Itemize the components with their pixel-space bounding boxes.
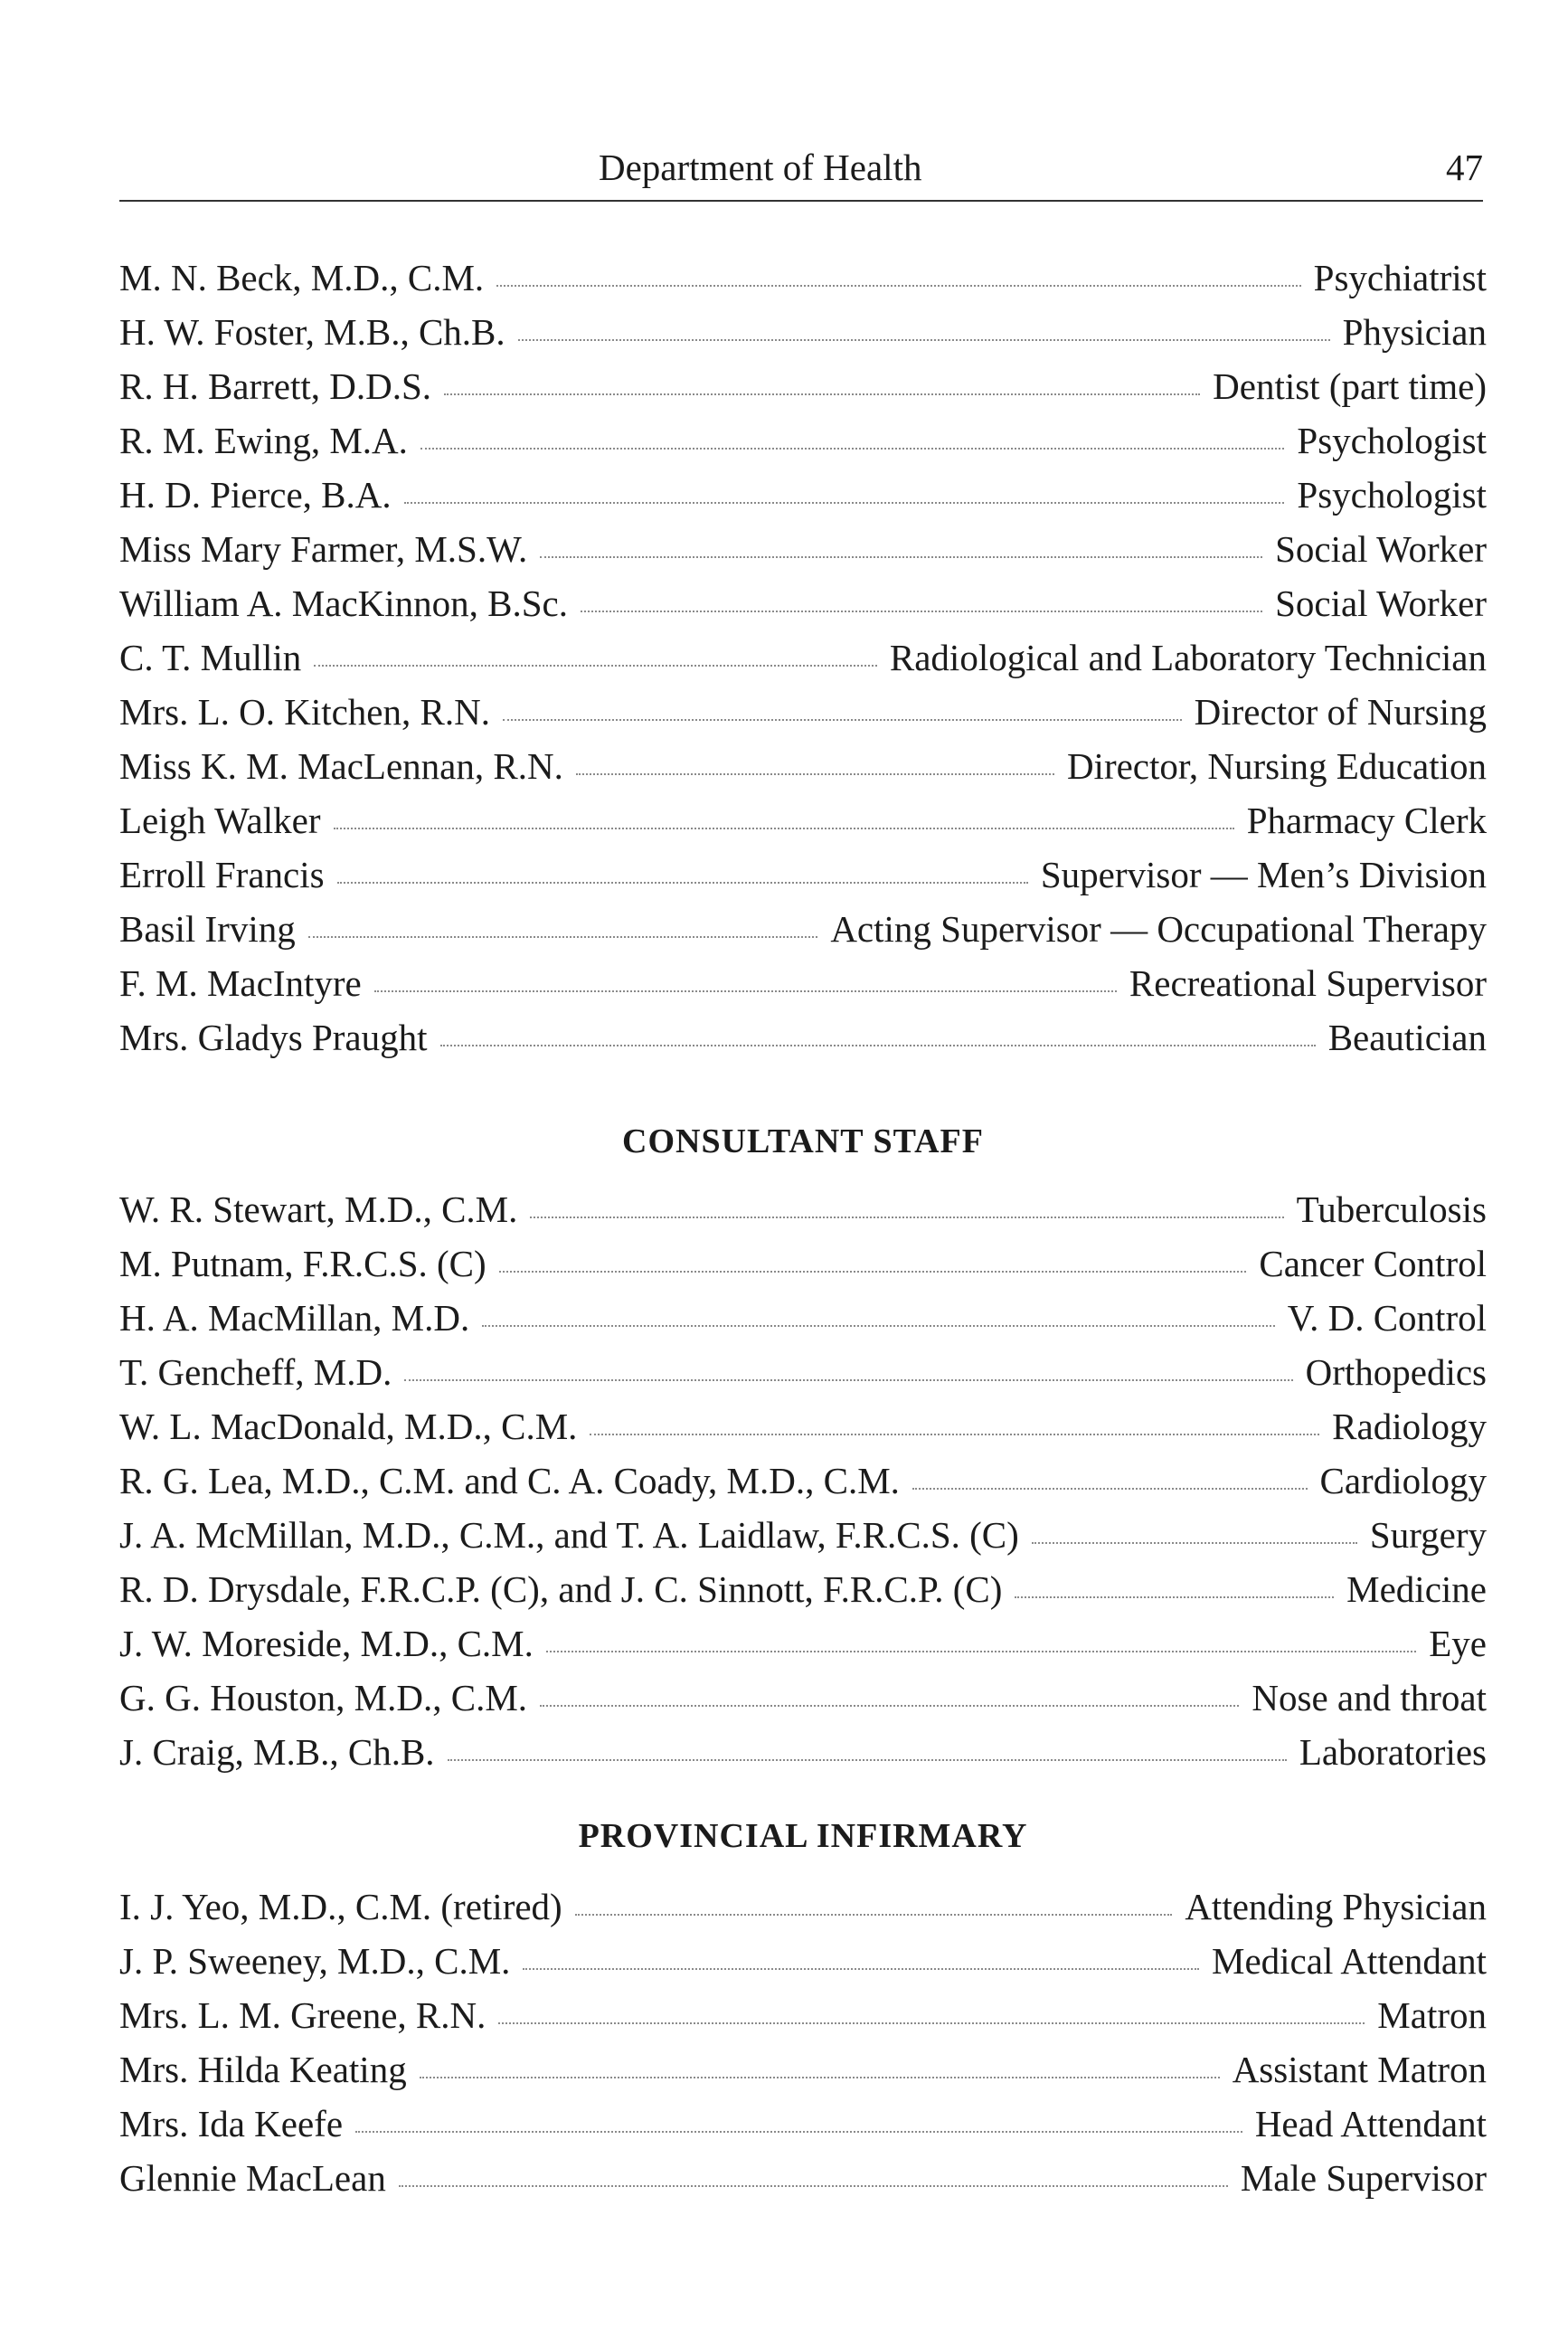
staff-entry	[119, 685, 1487, 739]
staff-entry	[119, 359, 1487, 413]
infirmary-entry	[119, 2097, 1487, 2151]
dot-leader	[540, 556, 1262, 558]
entry-name: J. P. Sweeney, M.D., C.M.	[119, 1940, 511, 1982]
entry-role: Eye	[1429, 1623, 1487, 1664]
entry-name: Basil Irving	[119, 908, 296, 950]
entry-name: Miss K. M. MacLennan, R.N.	[119, 745, 563, 787]
entry-role: Dentist (part time)	[1213, 365, 1487, 407]
entry-name: Mrs. Gladys Praught	[119, 1017, 428, 1058]
dot-leader	[530, 1217, 1283, 1218]
dot-leader	[518, 339, 1330, 341]
entry-role: Head Attendant	[1254, 2103, 1487, 2144]
entry-name: William A. MacKinnon, B.Sc.	[119, 582, 569, 624]
staff-entry	[119, 847, 1487, 902]
entry-name: J. W. Moreside, M.D., C.M.	[119, 1623, 534, 1664]
dot-leader	[499, 1271, 1247, 1273]
entry-role: Physician	[1342, 311, 1487, 353]
entry-role: Cardiology	[1319, 1460, 1487, 1501]
dot-leader	[404, 502, 1285, 504]
header-rule	[119, 200, 1483, 202]
running-head	[119, 137, 1483, 197]
entry-name: H. A. MacMillan, M.D.	[119, 1297, 470, 1339]
entry-role: Medical Attendant	[1212, 1940, 1487, 1982]
consultant-entry	[119, 1399, 1487, 1453]
consultant-entry	[119, 1671, 1487, 1725]
dot-leader	[1015, 1596, 1334, 1598]
entry-name: R. G. Lea, M.D., C.M. and C. A. Coady, M.D., C.M.	[119, 1460, 900, 1501]
entry-name: Miss Mary Farmer, M.S.W.	[119, 528, 528, 570]
consultant-staff-heading: CONSULTANT STAFF	[622, 1122, 984, 1160]
entry-role: Assistant Matron	[1232, 2049, 1487, 2090]
running-title: Department of Health	[599, 147, 922, 188]
entry-role: Acting Supervisor — Occupational Therapy	[830, 908, 1487, 950]
entry-role: Social Worker	[1275, 582, 1487, 624]
entry-name: Mrs. L. O. Kitchen, R.N.	[119, 691, 490, 733]
entry-role: V. D. Control	[1287, 1297, 1487, 1339]
infirmary-entry	[119, 2042, 1487, 2097]
staff-entry	[119, 902, 1487, 956]
entry-role: Director of Nursing	[1194, 691, 1487, 733]
entry-role: Psychologist	[1297, 420, 1487, 461]
entry-name: H. W. Foster, M.B., Ch.B.	[119, 311, 505, 353]
dot-leader	[575, 1914, 1173, 1916]
entry-role: Cancer Control	[1259, 1243, 1487, 1284]
entry-name: C. T. Mullin	[119, 637, 302, 678]
entry-name: J. A. McMillan, M.D., C.M., and T. A. Laidlaw, F.R.C.S. (C)	[119, 1514, 1019, 1556]
dot-leader	[503, 719, 1182, 721]
dot-leader	[546, 1651, 1416, 1652]
entry-role: Radiology	[1332, 1406, 1487, 1447]
staff-entry	[119, 576, 1487, 630]
entry-role: Psychologist	[1297, 474, 1487, 516]
entry-name: Mrs. Ida Keefe	[119, 2103, 344, 2144]
entry-name: J. Craig, M.B., Ch.B.	[119, 1731, 435, 1773]
staff-entry	[119, 739, 1487, 793]
entry-role: Recreational Supervisor	[1129, 962, 1487, 1004]
dot-leader	[314, 665, 877, 667]
entry-name: F. M. MacIntyre	[119, 962, 362, 1004]
dot-leader	[308, 936, 818, 938]
entry-role: Supervisor — Men’s Division	[1040, 854, 1487, 895]
staff-entry	[119, 413, 1487, 468]
entry-name: R. M. Ewing, M.A.	[119, 420, 408, 461]
staff-entry	[119, 468, 1487, 522]
consultant-entry	[119, 1345, 1487, 1399]
consultant-staff-list	[119, 1182, 1487, 1779]
entry-role: Medicine	[1346, 1568, 1487, 1610]
infirmary-entry	[119, 1988, 1487, 2042]
page-number: 47	[1446, 147, 1483, 188]
consultant-entry	[119, 1508, 1487, 1562]
entry-name: H. D. Pierce, B.A.	[119, 474, 392, 516]
consultant-entry	[119, 1562, 1487, 1616]
dot-leader	[334, 828, 1234, 829]
staff-entry	[119, 956, 1487, 1010]
entry-role: Laboratories	[1299, 1731, 1487, 1773]
dot-leader	[444, 393, 1200, 395]
dot-leader	[496, 285, 1300, 287]
dot-leader	[581, 611, 1262, 612]
entry-role: Director, Nursing Education	[1066, 745, 1487, 787]
entry-name: W. L. MacDonald, M.D., C.M.	[119, 1406, 578, 1447]
consultant-entry	[119, 1453, 1487, 1508]
staff-entry	[119, 630, 1487, 685]
infirmary-entry	[119, 1879, 1487, 1934]
entry-name: Mrs. L. M. Greene, R.N.	[119, 1994, 486, 2036]
staff-list	[119, 251, 1487, 1065]
infirmary-entry	[119, 1934, 1487, 1988]
entry-role: Psychiatrist	[1313, 257, 1487, 298]
consultant-entry	[119, 1182, 1487, 1236]
dot-leader	[399, 2185, 1228, 2187]
staff-entry	[119, 793, 1487, 847]
entry-name: M. N. Beck, M.D., C.M.	[119, 257, 485, 298]
entry-role: Surgery	[1369, 1514, 1487, 1556]
dot-leader	[337, 882, 1028, 884]
entry-role: Radiological and Laboratory Technician	[889, 637, 1487, 678]
staff-entry	[119, 1010, 1487, 1065]
dot-leader	[440, 1045, 1316, 1046]
consultant-entry	[119, 1725, 1487, 1779]
entry-name: M. Putnam, F.R.C.S. (C)	[119, 1243, 486, 1284]
entry-role: Tuberculosis	[1296, 1188, 1487, 1230]
dot-leader	[523, 1968, 1199, 1970]
infirmary-entry	[119, 2151, 1487, 2205]
dot-leader	[912, 1488, 1308, 1490]
entry-name: Erroll Francis	[119, 854, 325, 895]
dot-leader	[355, 2131, 1242, 2133]
dot-leader	[576, 773, 1054, 775]
entry-name: Leigh Walker	[119, 800, 321, 841]
entry-name: Mrs. Hilda Keating	[119, 2049, 407, 2090]
dot-leader	[404, 1379, 1292, 1381]
dot-leader	[540, 1705, 1239, 1707]
dot-leader	[374, 990, 1117, 992]
dot-leader	[420, 448, 1284, 450]
entry-role: Male Supervisor	[1240, 2157, 1487, 2199]
dot-leader	[498, 2022, 1365, 2024]
entry-name: I. J. Yeo, M.D., C.M. (retired)	[119, 1886, 562, 1927]
entry-name: T. Gencheff, M.D.	[119, 1351, 392, 1393]
entry-role: Orthopedics	[1305, 1351, 1487, 1393]
entry-role: Nose and throat	[1252, 1677, 1487, 1718]
entry-name: R. D. Drysdale, F.R.C.P. (C), and J. C. Sinnott, F.R.C.P. (C)	[119, 1568, 1003, 1610]
provincial-infirmary-heading: PROVINCIAL INFIRMARY	[578, 1817, 1028, 1855]
entry-name: W. R. Stewart, M.D., C.M.	[119, 1188, 518, 1230]
dot-leader	[1032, 1542, 1357, 1544]
entry-role: Social Worker	[1275, 528, 1487, 570]
staff-entry	[119, 251, 1487, 305]
dot-leader	[482, 1325, 1275, 1327]
consultant-entry	[119, 1236, 1487, 1291]
dot-leader	[590, 1434, 1319, 1435]
staff-entry	[119, 522, 1487, 576]
entry-name: Glennie MacLean	[119, 2157, 386, 2199]
entry-role: Pharmacy Clerk	[1246, 800, 1487, 841]
dot-leader	[420, 2077, 1220, 2078]
entry-role: Attending Physician	[1185, 1886, 1487, 1927]
entry-role: Beautician	[1327, 1017, 1487, 1058]
entry-name: R. H. Barrett, D.D.S.	[119, 365, 432, 407]
infirmary-staff-list	[119, 1879, 1487, 2205]
consultant-entry	[119, 1291, 1487, 1345]
staff-entry	[119, 305, 1487, 359]
entry-name: G. G. Houston, M.D., C.M.	[119, 1677, 528, 1718]
consultant-entry	[119, 1616, 1487, 1671]
dot-leader	[448, 1759, 1287, 1761]
entry-role: Matron	[1377, 1994, 1487, 2036]
